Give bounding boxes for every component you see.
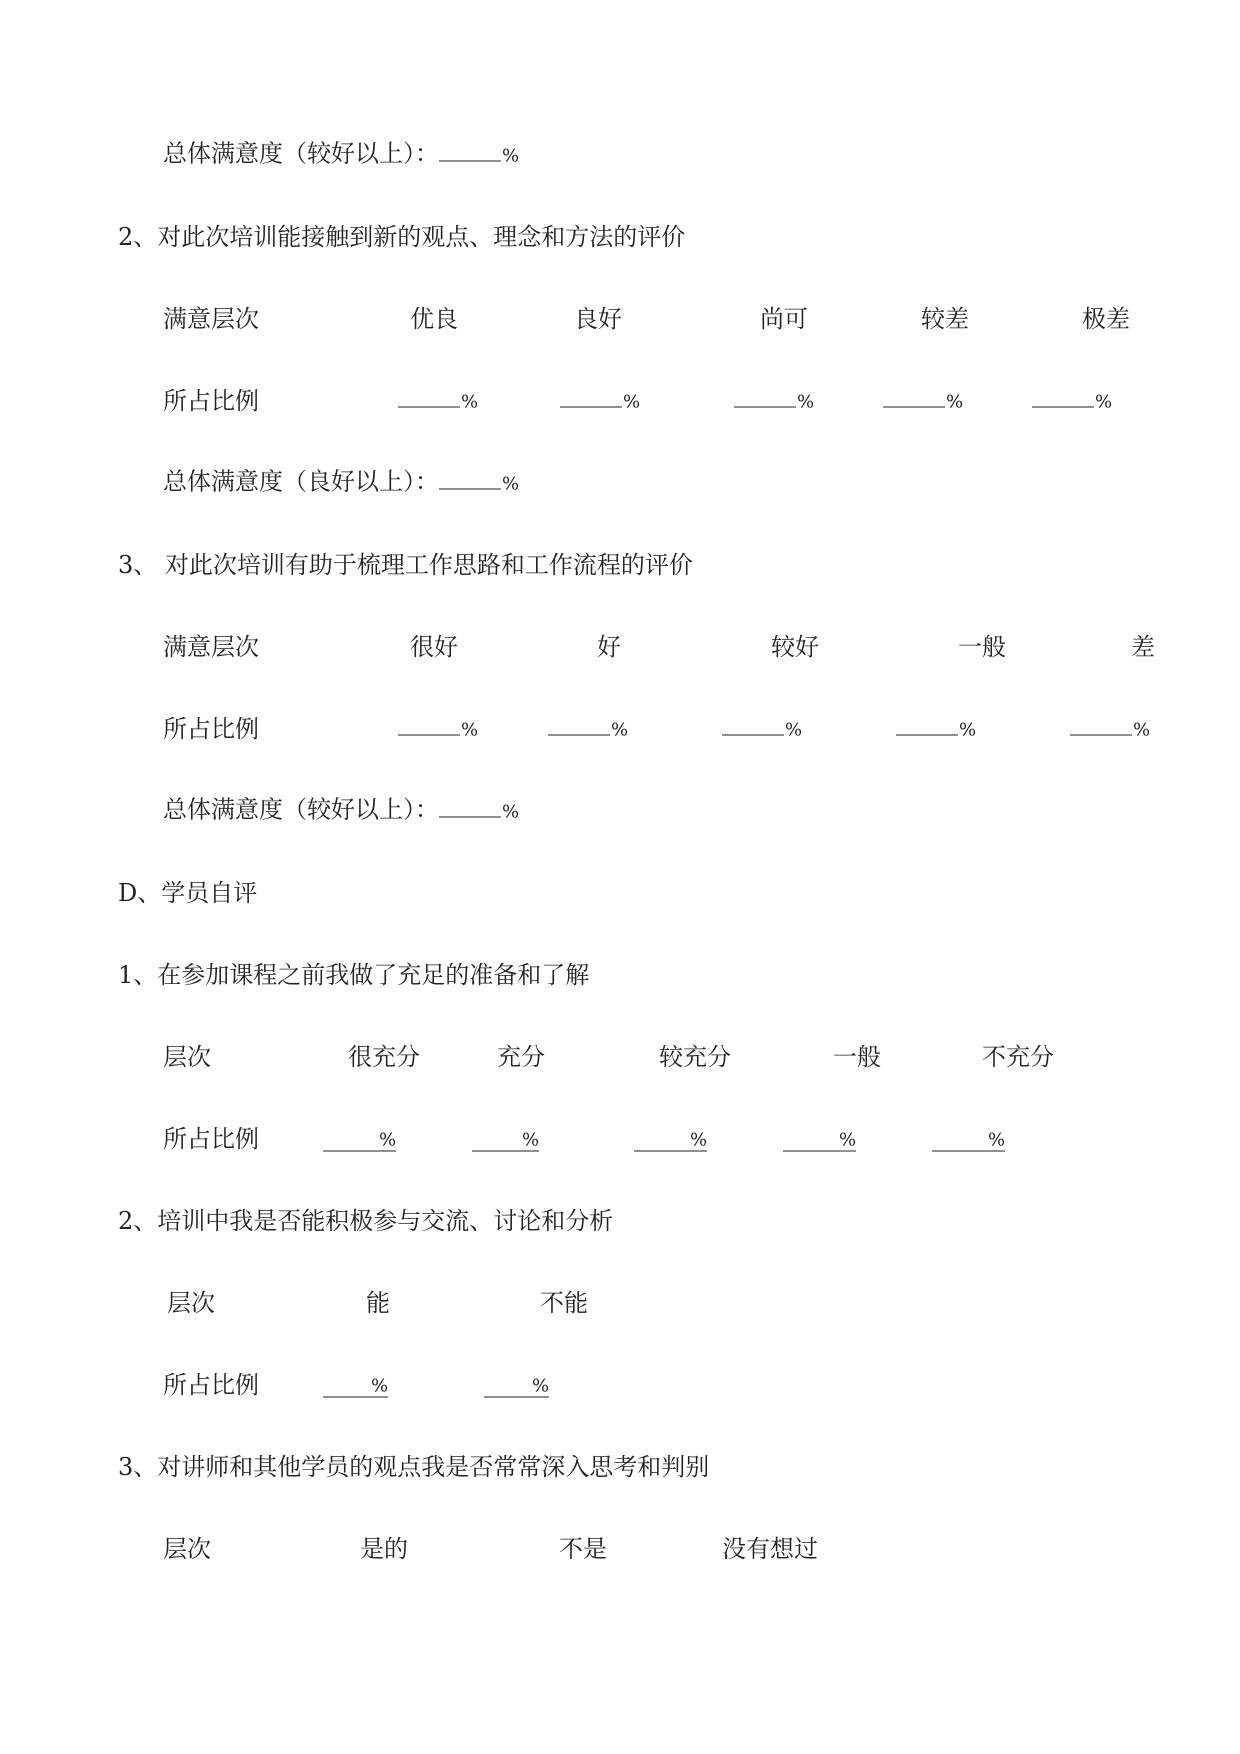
q3-level-5: 差 — [1131, 633, 1155, 661]
q2-level-3: 尚可 — [760, 305, 808, 333]
percent-sign: % — [959, 719, 977, 741]
d2-ratio-1[interactable] — [323, 1369, 388, 1402]
d1-level-label: 层次 — [163, 1043, 211, 1071]
d3-title: 3、对讲师和其他学员的观点我是否常常深入思考和判别 — [118, 1453, 710, 1481]
percent-sign: % — [611, 719, 629, 741]
percent-sign: % — [461, 391, 479, 413]
question-3-title: 3、 对此次培训有助于梳理工作思路和工作流程的评价 — [118, 551, 693, 579]
q2-ratio-4 — [883, 385, 963, 418]
d2-level-1: 能 — [366, 1289, 390, 1317]
overall-satisfaction-label: 总体满意度（较好以上）： — [163, 139, 439, 168]
percent-sign: % — [623, 391, 641, 413]
q2-ratio-3 — [734, 385, 814, 418]
overall-satisfaction-line-1 — [163, 139, 519, 172]
d1-ratio-4[interactable] — [783, 1123, 856, 1156]
q3-ratio-4 — [896, 713, 976, 746]
d2-ratio-label: 所占比例 — [163, 1371, 259, 1399]
q3-level-2: 好 — [597, 633, 621, 661]
d3-level-3: 没有想过 — [722, 1535, 818, 1563]
q3-level-4: 一般 — [958, 633, 1006, 661]
q3-level-3: 较好 — [771, 633, 819, 661]
percent-sign: % — [785, 719, 803, 741]
q2-level-1: 优良 — [410, 305, 458, 333]
percent-sign: % — [502, 801, 520, 823]
overall-satisfaction-line-3 — [163, 795, 519, 828]
question-2-title: 2、对此次培训能接触到新的观点、理念和方法的评价 — [118, 223, 686, 251]
fill-blank[interactable] — [722, 713, 784, 736]
d1-title: 1、在参加课程之前我做了充足的准备和了解 — [118, 961, 590, 989]
percent-sign: % — [323, 1130, 396, 1152]
q3-ratio-3 — [722, 713, 802, 746]
d1-level-2: 充分 — [497, 1043, 545, 1071]
q3-ratio-2 — [548, 713, 628, 746]
d3-level-2: 不是 — [559, 1535, 607, 1563]
q2-level-label: 满意层次 — [163, 305, 259, 333]
q3-ratio-1 — [398, 713, 478, 746]
fill-blank[interactable] — [1032, 385, 1094, 408]
d1-level-1: 很充分 — [348, 1043, 420, 1071]
percent-sign: % — [797, 391, 815, 413]
d2-level-2: 不能 — [540, 1289, 588, 1317]
overall-satisfaction-label: 总体满意度（较好以上）： — [163, 795, 439, 824]
q3-level-1: 很好 — [410, 633, 458, 661]
fill-blank[interactable] — [439, 139, 501, 162]
fill-blank[interactable] — [439, 467, 501, 490]
q2-level-4: 较差 — [921, 305, 969, 333]
percent-sign: % — [502, 473, 520, 495]
d2-title: 2、培训中我是否能积极参与交流、讨论和分析 — [118, 1207, 614, 1235]
d1-ratio-label: 所占比例 — [163, 1125, 259, 1153]
d3-level-1: 是的 — [360, 1535, 408, 1563]
overall-satisfaction-label: 总体满意度（良好以上）： — [163, 467, 439, 496]
percent-sign: % — [323, 1376, 388, 1398]
d1-ratio-5[interactable] — [932, 1123, 1005, 1156]
q3-level-label: 满意层次 — [163, 633, 259, 661]
fill-blank[interactable] — [398, 713, 460, 736]
q2-level-5: 极差 — [1082, 305, 1130, 333]
d2-ratio-2[interactable] — [484, 1369, 549, 1402]
d1-ratio-2[interactable] — [472, 1123, 539, 1156]
fill-blank[interactable] — [548, 713, 610, 736]
section-d-title: D、学员自评 — [118, 879, 258, 907]
percent-sign: % — [783, 1130, 856, 1152]
q2-level-2: 良好 — [574, 305, 622, 333]
percent-sign: % — [946, 391, 964, 413]
percent-sign: % — [634, 1130, 707, 1152]
percent-sign: % — [1133, 719, 1151, 741]
q2-ratio-1 — [398, 385, 478, 418]
fill-blank[interactable] — [883, 385, 945, 408]
d2-level-label: 层次 — [167, 1289, 215, 1317]
percent-sign: % — [472, 1130, 539, 1152]
d1-level-5: 不充分 — [982, 1043, 1054, 1071]
percent-sign: % — [461, 719, 479, 741]
fill-blank[interactable] — [439, 795, 501, 818]
q2-ratio-label: 所占比例 — [163, 387, 259, 415]
d1-level-3: 较充分 — [659, 1043, 731, 1071]
percent-sign: % — [484, 1376, 549, 1398]
fill-blank[interactable] — [896, 713, 958, 736]
overall-satisfaction-line-2 — [163, 467, 519, 500]
percent-sign: % — [502, 145, 520, 167]
q2-ratio-5 — [1032, 385, 1112, 418]
d1-ratio-3[interactable] — [634, 1123, 707, 1156]
q3-ratio-label: 所占比例 — [163, 715, 259, 743]
d3-level-label: 层次 — [163, 1535, 211, 1563]
fill-blank[interactable] — [1070, 713, 1132, 736]
fill-blank[interactable] — [734, 385, 796, 408]
percent-sign: % — [1095, 391, 1113, 413]
d1-ratio-1[interactable] — [323, 1123, 396, 1156]
d1-level-4: 一般 — [833, 1043, 881, 1071]
percent-sign: % — [932, 1130, 1005, 1152]
fill-blank[interactable] — [398, 385, 460, 408]
q3-ratio-5 — [1070, 713, 1150, 746]
fill-blank[interactable] — [560, 385, 622, 408]
q2-ratio-2 — [560, 385, 640, 418]
